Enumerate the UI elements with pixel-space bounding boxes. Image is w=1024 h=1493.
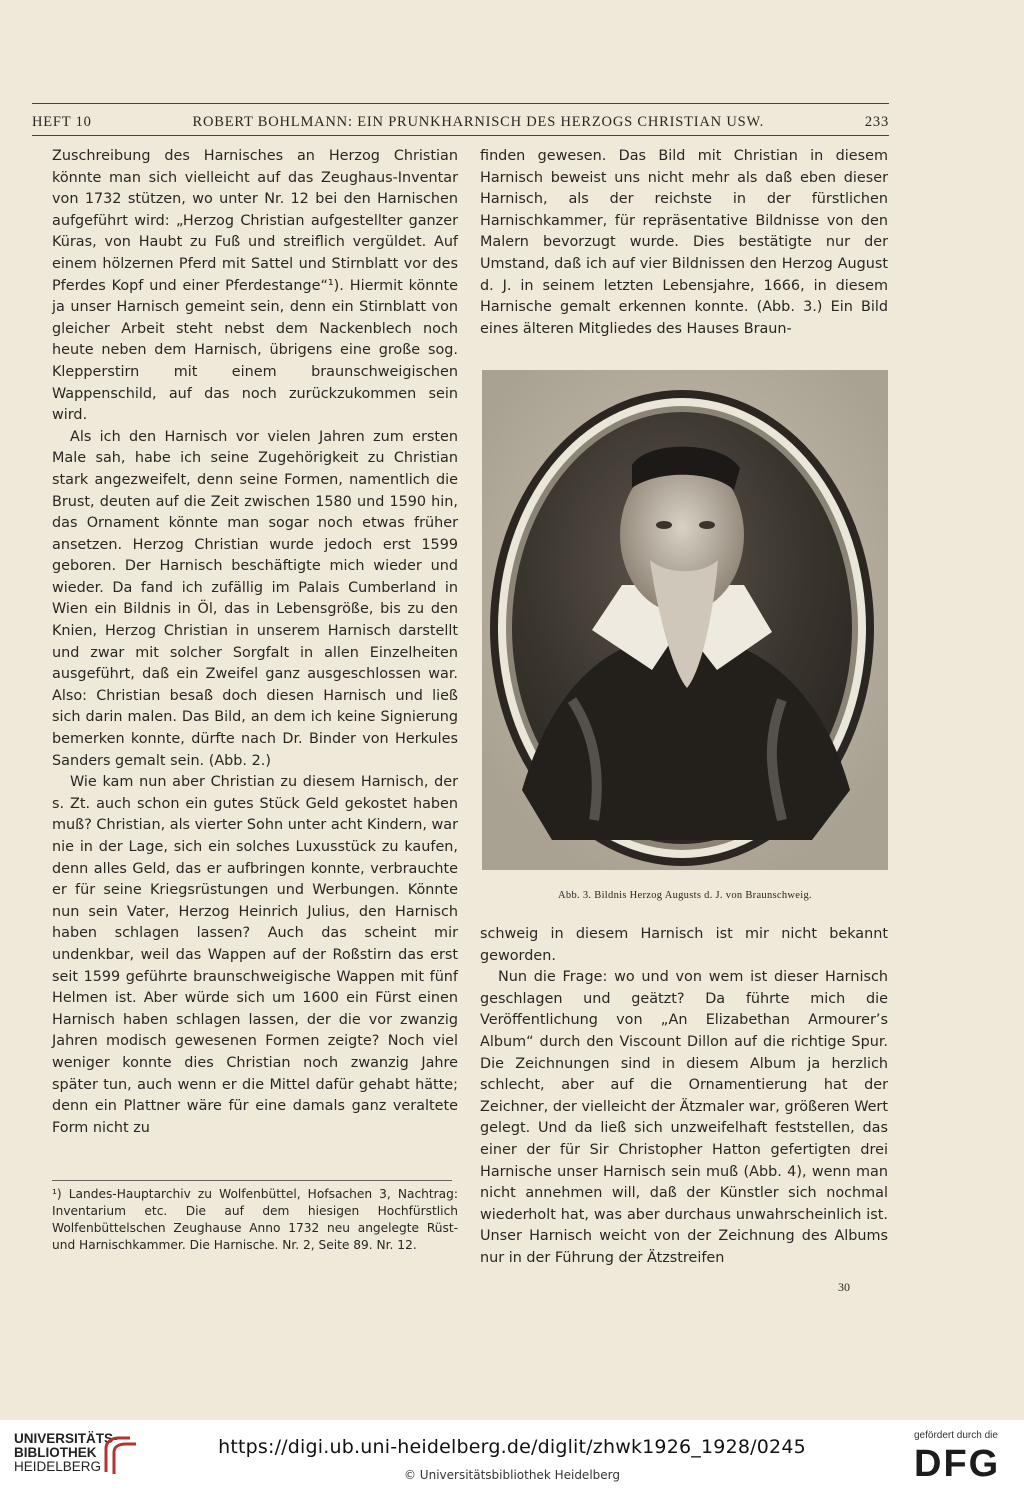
paragraph: finden gewesen. Das Bild mit Christian in diesem Harnisch beweist uns nicht mehr als daß eben dieser Harnisch, als der reichste in der fürstlichen Harnischkammer, für repräsentative Bildnisse von den Malern bevorzugt wurde. Dies bestätigte nur der Umstand, daß ich auf vier Bildnissen den Herzog August d. J. in seinem letzten Lebensjahre, 1666, in diesem Harnische gemalt erkennen konnte. (Abb. 3.) Ein Bild eines älteren Mitgliedes des Hauses Braun-: [480, 148, 888, 337]
footnote: ¹) Landes-Hauptarchiv zu Wolfenbüttel, Hofsachen 3, Nachtrag: Inventarium etc. Die auf dem hiesigen Hochfürstlich Wolfenbüttelschen Zeughause Anno 1732 neu angelegte Rüst- und Harnischkammer. Die Harnische. Nr. 2, Seite 89. Nr. 12.: [52, 1187, 458, 1252]
funding-note: gefördert durch die: [914, 1430, 998, 1441]
page-number: 233: [864, 113, 889, 130]
portrait-figure: [482, 370, 888, 870]
paragraph: Wie kam nun aber Christian zu diesem Harnisch, der s. Zt. auch schon ein gutes Stück Geld gekostet haben muß? Christian, als vierter Sohn unter acht Kindern, war nie in der Lage, sich ein solches Luxusstück zu kaufen, denn alles Geld, das er aufbringen konnte, verbrauchte er für seine Kriegsrüstungen und Werbungen. Könnte nun sein Vater, Herzog Heinrich Julius, den Harnisch haben schlagen lassen? Auch das scheint mir undenkbar, weil das Wappen auf der Roßstirn das erst seit 1599 geführte braunschweigische Wappen mit fünf Helmen ist. Aber würde sich um 1600 ein Fürst einen Harnisch haben schlagen lassen, der die vor zwanzig Jahren modisch gewesenen Formen zeigte? Noch viel weniger konnte dies Christian noch zwanzig Jahre später tun, auch wenn er die Mittel dafür gehabt hätte; denn ein Plattner wäre für eine damals ganz veraltete Form nicht zu: [52, 774, 458, 1136]
dfg-logo[interactable]: DFG: [914, 1443, 1001, 1485]
paragraph: Zuschreibung des Harnisches an Herzog Christian könnte man sich vielleicht auf das Zeughaus-Inventar von 1732 stützen, wo unter Nr. 12 bei den Harnischen aufgeführt wird: „Herzog Christian aufgestellter ganzer Küras, von Haubt zu Fuß und streiflich vergüldet. Auf einem hölzernen Pferd mit Sattel und Stirnblatt vor des Pferdes Kopf und einer Pferdestange“¹). Hiermit könnte ja unser Harnisch gemeint sein, denn ein Stirnblatt von gleicher Arbeit steht nebst dem Nackenblech noch heute neben dem Harnisch, übrigens eine große sog. Klepperstirn mit einem braunschweigischen Wappenschild, auf das noch zurückzukommen sein wird.: [52, 148, 458, 424]
paragraph: schweig in diesem Harnisch ist mir nicht bekannt geworden.: [480, 926, 888, 964]
paragraph: Als ich den Harnisch vor vielen Jahren zum ersten Male sah, habe ich seine Zugehörigkeit zu Christian stark angezweifelt, denn seine Formen, namentlich die Brust, deuten auf die Zeit zwischen 1580 und 1590 hin, das Ornament könnte man sogar noch etwas früher ansetzen. Herzog Christian wurde jedoch erst 1599 geboren. Der Harnisch beschäftigte mich wieder und wieder. Da fand ich zufällig im Palais Cumberland in Wien ein Bildnis in Öl, das in Lebensgröße, bis zu den Knien, Herzog Christian in unserem Harnisch darstellt und zwar mit solcher Sorgfalt in allen Einzelheiten ausgeführt, daß ein Zweifel ganz ausgeschlossen war. Also: Christian besaß doch diesen Harnisch und ließ sich darin malen. Das Bild, an dem ich keine Signierung bemerken konnte, dürfte nach Dr. Binder von Herkules Sanders gemalt sein. (Abb. 2.): [52, 428, 458, 769]
issue-label: HEFT 10: [32, 113, 92, 130]
permalink-url[interactable]: https://digi.ub.uni-heidelberg.de/diglit/zhwk1926_1928/0245: [218, 1436, 806, 1458]
header-rule-bottom: [32, 135, 889, 136]
running-header: [32, 110, 889, 134]
copyright-notice: © Universitätsbibliothek Heidelberg: [403, 1468, 620, 1482]
viewer-footer: [0, 1420, 1024, 1493]
footnote-rule: [52, 1180, 452, 1181]
article-title: ROBERT BOHLMANN: EIN PRUNKHARNISCH DES HERZOGS CHRISTIAN USW.: [192, 113, 765, 130]
right-column-bottom: [480, 924, 888, 1270]
header-rule: [32, 103, 889, 104]
library-line: HEIDELBERG: [14, 1459, 102, 1474]
library-line: UNIVERSITÄTS-: [14, 1431, 118, 1446]
left-column: [52, 146, 458, 1139]
signature-mark: 30: [838, 1280, 850, 1294]
portrait-image: [482, 370, 888, 870]
figure-caption: Abb. 3. Bildnis Herzog Augusts d. J. von Braunschweig.: [558, 890, 812, 901]
right-column-top: [480, 146, 888, 340]
library-line: BIBLIOTHEK: [14, 1445, 97, 1460]
paragraph: Nun die Frage: wo und von wem ist dieser Harnisch geschlagen und geätzt? Da führte mich die Veröffentlichung von „An Elizabethan Armourer’s Album“ durch den Viscount Dillon auf die richtige Spur. Die Zeichnungen sind in diesem Album ja herzlich schlecht, aber auf die Ornamentierung hat der Zeichner, der vielleicht der Ätzmaler war, größeren Wert gelegt. Und da ließ sich unzweifelhaft feststellen, das einer der für Sir Christopher Hatton gefertigten drei Harnische unser Harnisch sein muß (Abb. 4), wenn man nicht annehmen will, daß der Künstler sich nochmal wiederholt hat, was aber durchaus unwahrscheinlich ist. Unser Harnisch weicht von der Zeichnung des Albums nur in der Führung der Ätzstreifen: [480, 969, 888, 1266]
